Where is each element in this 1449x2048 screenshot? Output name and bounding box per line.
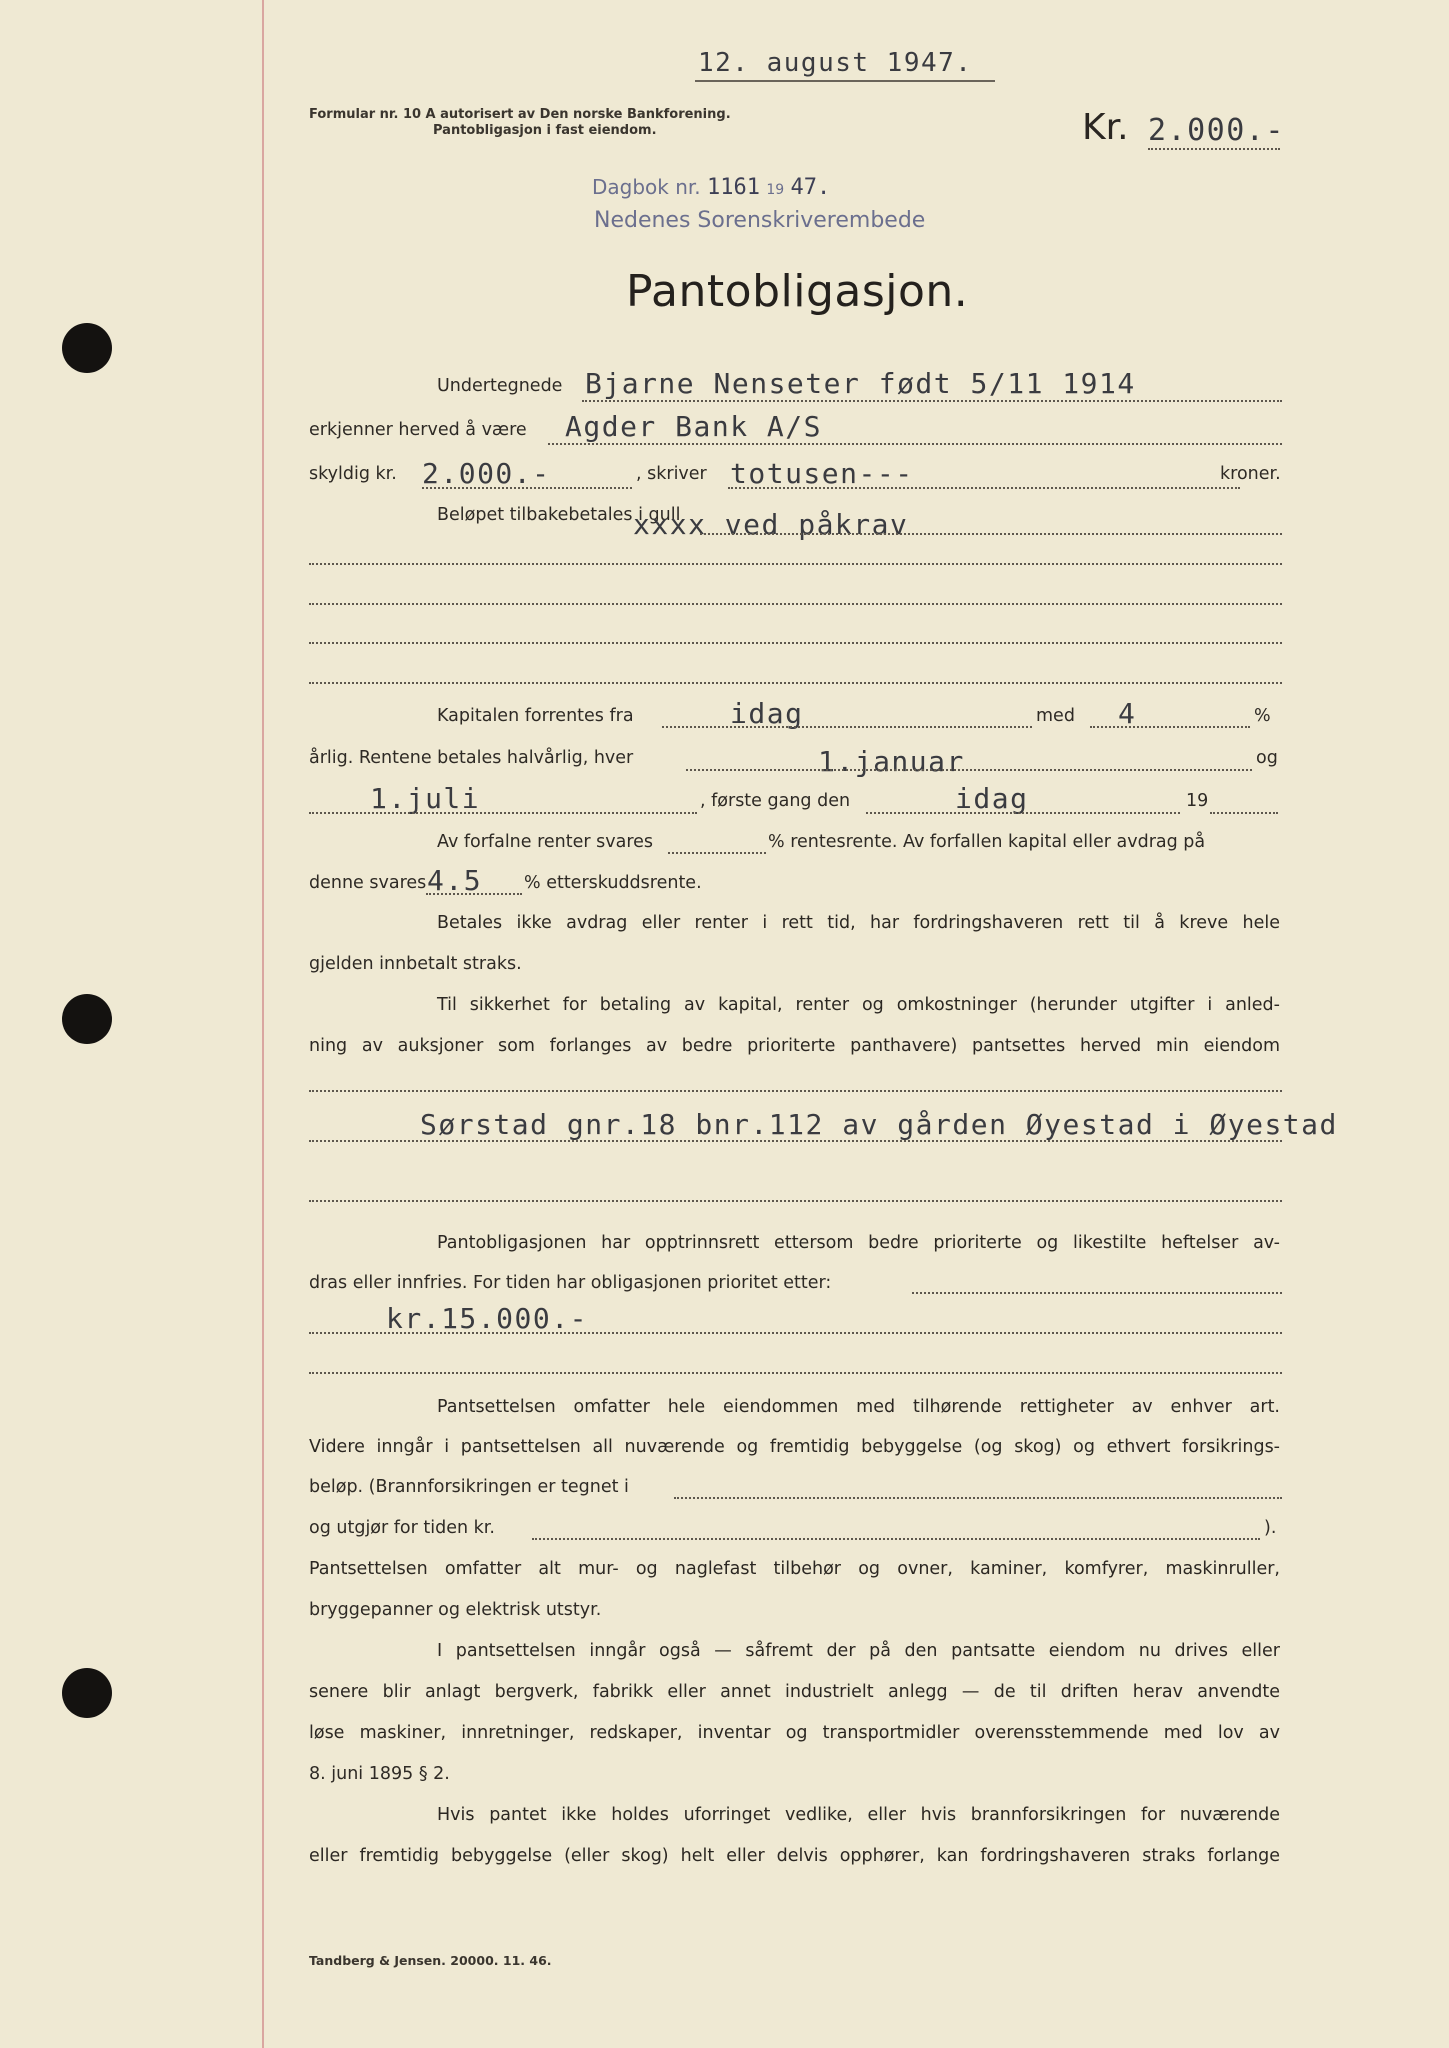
dotted-line bbox=[309, 1332, 1282, 1334]
punch-hole bbox=[62, 1668, 112, 1718]
date-line bbox=[695, 80, 995, 82]
dotted-line bbox=[1210, 812, 1278, 814]
paragraph-line: bryggepanner og elektrisk utstyr. bbox=[309, 1600, 602, 1620]
dotted-line bbox=[700, 533, 1282, 535]
dotted-line bbox=[582, 400, 1282, 402]
denne-svares-label: denne svares bbox=[309, 873, 427, 893]
etterskudd-label: % etterskuddsrente. bbox=[524, 873, 702, 893]
paragraph-line: 8. juni 1895 § 2. bbox=[309, 1764, 450, 1784]
dotted-line bbox=[866, 812, 1180, 814]
erkjenner-value: Agder Bank A/S bbox=[565, 410, 823, 443]
document-title: Pantobligasjon. bbox=[626, 266, 969, 317]
dotted-line bbox=[309, 812, 697, 814]
dotted-line bbox=[422, 487, 632, 489]
etterskudd-value: 4.5 bbox=[427, 864, 483, 897]
paragraph-line: Hvis pantet ikke holdes uforringet vedlike, eller hvis brannforsikringen for nuværende bbox=[437, 1805, 1280, 1825]
dotted-line bbox=[309, 603, 1282, 605]
dotted-line bbox=[309, 563, 1282, 565]
paragraph-line: løse maskiner, innretninger, redskaper, inventar og transportmidler overensstemmende med lov av bbox=[309, 1723, 1280, 1743]
paragraph-line: gjelden innbetalt straks. bbox=[309, 954, 522, 974]
paragraph-line: senere blir anlagt bergverk, fabrikk eller annet industrielt anlegg — de til driften herav anvendte bbox=[309, 1682, 1280, 1702]
punch-hole bbox=[62, 994, 112, 1044]
forste-gang-value: idag bbox=[955, 782, 1029, 815]
margin-line bbox=[262, 0, 264, 2048]
paragraph-line: I pantsettelsen inngår også — såfremt der på den pantsatte eiendom nu drives eller bbox=[437, 1641, 1280, 1661]
paragraph-line: og utgjør for tiden kr. bbox=[309, 1518, 495, 1538]
dotted-line bbox=[686, 769, 1252, 771]
paragraph-line: eller fremtidig bebyggelse (eller skog) helt eller delvis opphører, kan fordringshaveren straks forlange bbox=[309, 1846, 1280, 1866]
nineteen: 19 bbox=[1186, 791, 1209, 811]
dotted-line bbox=[309, 1200, 1282, 1202]
dotted-line bbox=[728, 487, 1240, 489]
amount-prefix: Kr. bbox=[1082, 107, 1129, 148]
dotted-line bbox=[309, 1372, 1282, 1374]
dotted-line bbox=[662, 726, 1032, 728]
dotted-line bbox=[426, 893, 522, 895]
amount-line bbox=[1148, 148, 1280, 150]
skriver-label: , skriver bbox=[636, 464, 707, 484]
kapitalen-label: Kapitalen forrentes fra bbox=[437, 706, 634, 726]
percent-sign: % bbox=[1254, 706, 1271, 726]
og-label: og bbox=[1256, 748, 1278, 768]
form-note-1: Formular nr. 10 A autorisert av Den norske Bankforening. bbox=[309, 107, 731, 122]
paragraph-line: ). bbox=[1264, 1518, 1277, 1538]
dotted-line bbox=[309, 1090, 1282, 1092]
dotted-line bbox=[1090, 726, 1250, 728]
paragraph-line: Betales ikke avdrag eller renter i rett tid, har fordringshaveren rett til å kreve hele bbox=[437, 913, 1280, 933]
amount-typed: 2.000.- bbox=[1148, 113, 1285, 148]
paragraph-line: Til sikkerhet for betaling av kapital, renter og omkostninger (herunder utgifter i anled- bbox=[437, 995, 1280, 1015]
paragraph-line: beløp. (Brannforsikringen er tegnet i bbox=[309, 1477, 629, 1497]
paragraph-line: ning av auksjoner som forlanges av bedre prioriterte panthavere) pantsettes herved min eiendom bbox=[309, 1036, 1280, 1056]
first-date-value: 1.januar bbox=[818, 745, 965, 778]
kroner-label: kroner. bbox=[1220, 464, 1281, 484]
second-date-value: 1.juli bbox=[370, 782, 481, 815]
paragraph-line: Videre inngår i pantsettelsen all nuværende og fremtidig bebyggelse (og skog) og ethvert forsikrings- bbox=[309, 1437, 1280, 1457]
dotted-line bbox=[674, 1497, 1282, 1499]
dotted-line bbox=[309, 642, 1282, 644]
skyldig-value: 2.000.- bbox=[422, 457, 551, 490]
footer-printer: Tandberg & Jensen. 20000. 11. 46. bbox=[309, 1953, 552, 1968]
dotted-line bbox=[548, 443, 1282, 445]
dotted-line bbox=[668, 852, 766, 854]
paragraph-line: Pantsettelsen omfatter hele eiendommen med tilhørende rettigheter av enhver art. bbox=[437, 1397, 1280, 1417]
forste-gang-label: , første gang den bbox=[700, 791, 851, 811]
priority-value: kr.15.000.- bbox=[386, 1302, 588, 1335]
punch-hole bbox=[62, 323, 112, 373]
belopet-value: xxxx ved påkrav bbox=[633, 508, 909, 541]
undertegnede-value: Bjarne Nenseter født 5/11 1914 bbox=[585, 367, 1136, 400]
erkjenner-label: erkjenner herved å være bbox=[309, 420, 527, 440]
paragraph-line: dras eller innfries. For tiden har obligasjonen prioritet etter: bbox=[309, 1273, 832, 1293]
undertegnede-label: Undertegnede bbox=[437, 376, 563, 396]
dotted-line bbox=[912, 1292, 1282, 1294]
dotted-line bbox=[532, 1538, 1260, 1540]
dotted-line bbox=[309, 1140, 1282, 1142]
dotted-line bbox=[309, 682, 1282, 684]
property-value: Sørstad gnr.18 bnr.112 av gården Øyestad i Øyestad bbox=[420, 1108, 1338, 1141]
med-label: med bbox=[1036, 706, 1075, 726]
date-typed: 12. august 1947. bbox=[698, 48, 973, 78]
belopet-label: Beløpet tilbakebetales i gull bbox=[437, 505, 681, 525]
rentesrente-label: % rentesrente. Av forfallen kapital eller avdrag på bbox=[768, 832, 1206, 852]
stamp-line-2: Nedenes Sorenskriverembede bbox=[594, 208, 926, 233]
skyldig-label: skyldig kr. bbox=[309, 464, 397, 484]
paragraph-line: Pantsettelsen omfatter alt mur- og naglefast tilbehør og ovner, kaminer, komfyrer, maskinruller, bbox=[309, 1559, 1280, 1579]
rate-value: 4 bbox=[1118, 697, 1137, 730]
av-forfalne-label: Av forfalne renter svares bbox=[437, 832, 654, 852]
form-note-2: Pantobligasjon i fast eiendom. bbox=[433, 123, 657, 138]
stamp-line-1: Dagbok nr. 1161 19 47. bbox=[592, 175, 831, 200]
fra-value: idag bbox=[730, 697, 804, 730]
skriver-value: totusen--- bbox=[730, 457, 914, 490]
paragraph-line: Pantobligasjonen har opptrinnsrett ettersom bedre prioriterte og likestilte heftelser av- bbox=[437, 1233, 1280, 1253]
arlig-label: årlig. Rentene betales halvårlig, hver bbox=[309, 748, 634, 768]
